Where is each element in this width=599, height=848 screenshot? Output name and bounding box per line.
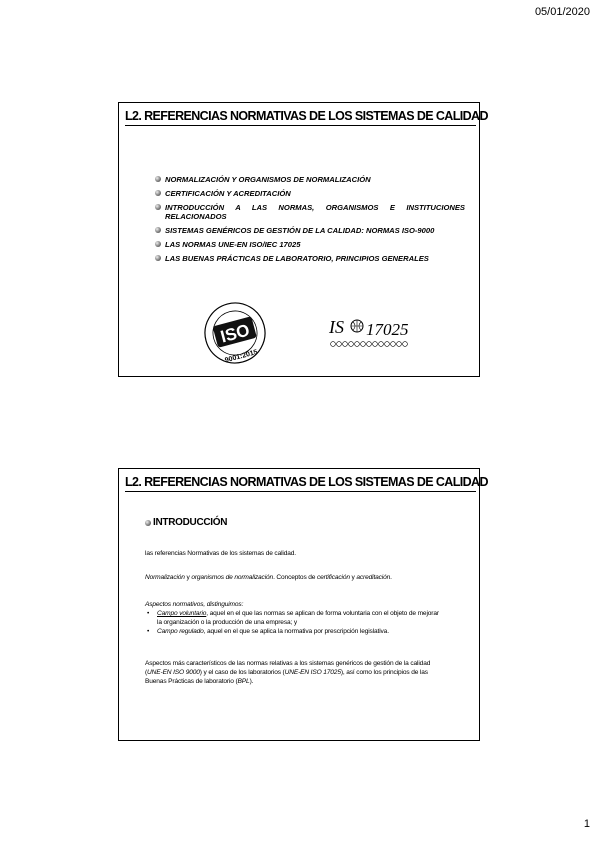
slide-title: L2. REFERENCIAS NORMATIVAS DE LOS SISTEMAS DE CALIDAD [125, 475, 488, 492]
topic-list [155, 175, 465, 267]
list-item: CERTIFICACIÓN Y ACREDITACIÓN [155, 189, 465, 199]
section-heading: INTRODUCCIÓN [145, 517, 227, 528]
list-item: SISTEMAS GENÉRICOS DE GESTIÓN DE LA CALIDAD: NORMAS ISO-9000 [155, 226, 465, 236]
logo-version-text: 9001:2015 [224, 348, 259, 365]
list-item: • Campo voluntario, aquel en el que las normas se aplican de forma voluntaria con el objeto de mejorar la organización o la producción de una empresa; y [147, 610, 439, 626]
page-number: 1 [583, 818, 590, 830]
paragraph-1: las referencias Normativas de los sistemas de calidad. [145, 550, 296, 557]
paragraph-2: Normalización y organismos de normalización. Conceptos de certificación y acreditación. [145, 574, 392, 581]
bullet-icon [155, 204, 161, 210]
iso-9001-logo [203, 301, 267, 365]
list-item: LAS BUENAS PRÁCTICAS DE LABORATORIO, PRINCIPIOS GENERALES [155, 254, 465, 264]
logo-number: 17025 [366, 320, 409, 339]
logo-iso-prefix: IS [329, 317, 344, 337]
print-date: 05/01/2020 [534, 6, 590, 18]
bullet-icon: • [147, 610, 150, 617]
list-item: INTRODUCCIÓN A LAS NORMAS, ORGANISMOS E INSTITUCIONES RELACIONADOS [155, 203, 465, 222]
bullet-icon [155, 227, 161, 233]
paragraph-4: Aspectos más característicos de las normas relativas a los sistemas genéricos de gestión de la calidad (UNE-EN ISO 9000) y el caso de los laboratorios (UNE-EN ISO 17025), así como los principios de las Buenas Prácticas de laboratorio (BPL). [145, 660, 431, 685]
list-item: NORMALIZACIÓN Y ORGANISMOS DE NORMALIZACIÓN [155, 175, 465, 185]
iso-17025-logo [327, 313, 413, 353]
logo-iso-text: ISO [218, 320, 252, 347]
paragraph-3 [145, 600, 445, 636]
list-item: • Campo regulado, aquel en el que se aplica la normativa por prescripción legislativa. [147, 628, 389, 635]
bullet-icon [155, 176, 161, 182]
list-item: LAS NORMAS UNE-EN ISO/IEC 17025 [155, 240, 465, 250]
bullet-icon [145, 520, 151, 526]
bullet-icon [155, 190, 161, 196]
slide-2 [118, 468, 488, 741]
slide-title: L2. REFERENCIAS NORMATIVAS DE LOS SISTEMAS DE CALIDAD [125, 109, 488, 126]
bullet-icon: • [147, 628, 150, 635]
slide-1 [118, 102, 488, 377]
paragraph-3-heading: Aspectos normativos, distinguimos: [145, 601, 244, 608]
bullet-icon [155, 255, 161, 261]
bullet-icon [155, 241, 161, 247]
